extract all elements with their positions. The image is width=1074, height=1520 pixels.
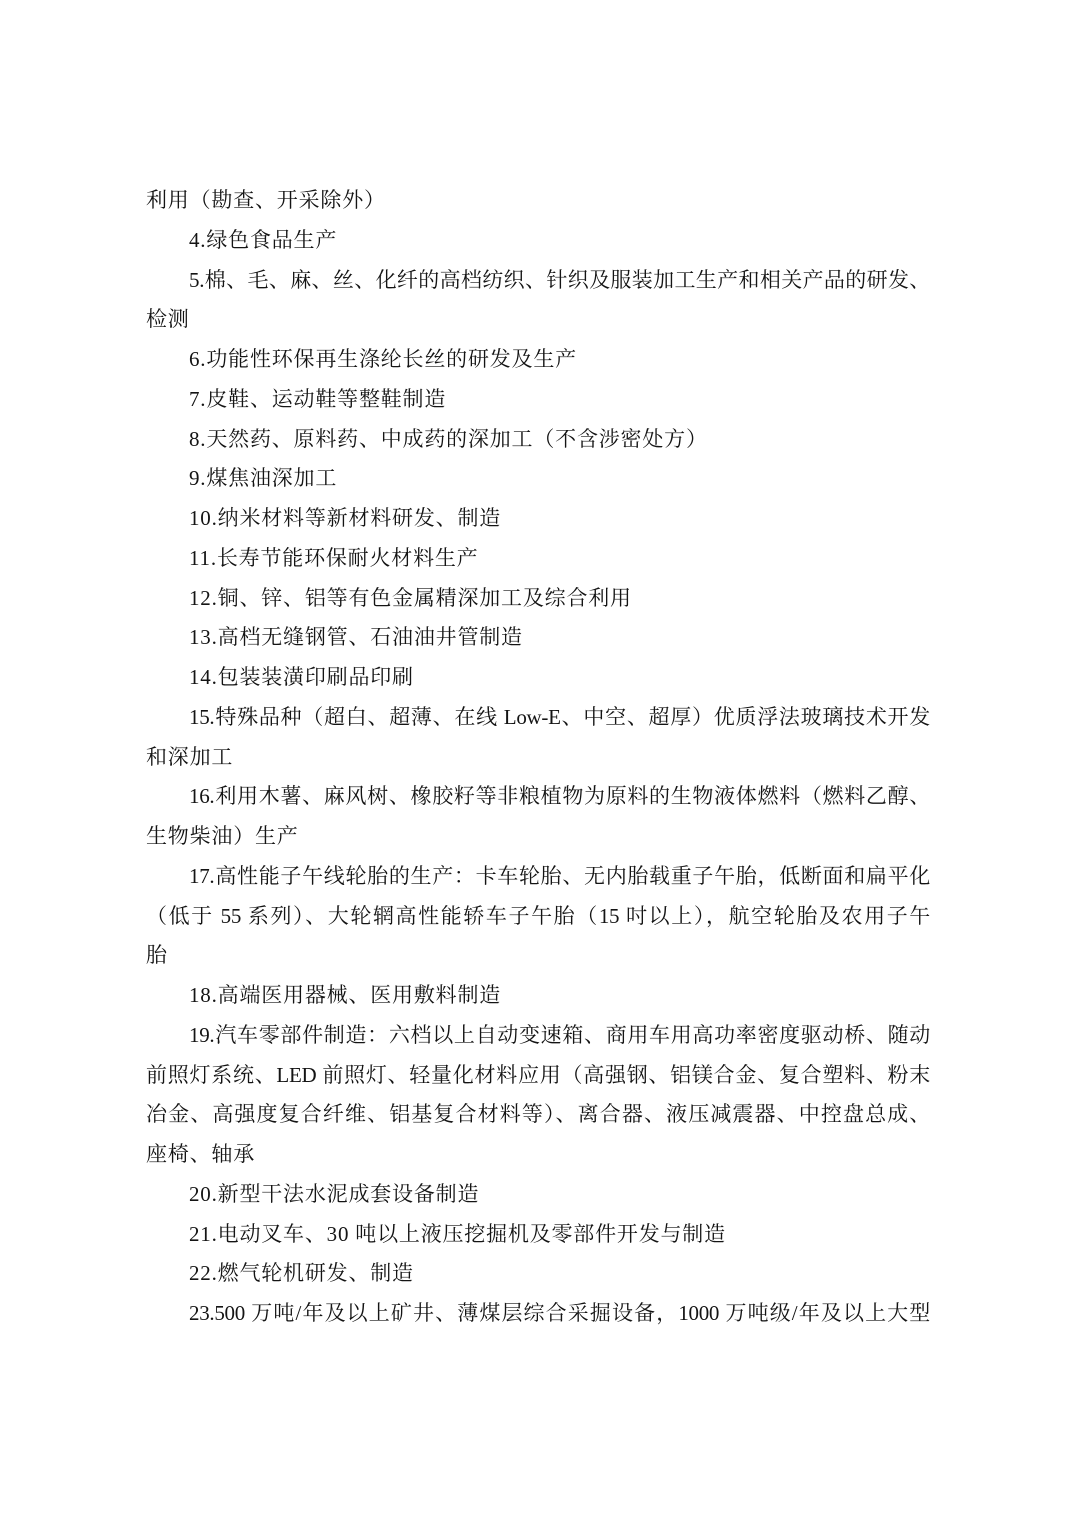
- text-line: 13.高档无缝钢管、石油油井管制造: [189, 625, 523, 650]
- text-line: 前照灯系统、LED 前照灯、轻量化材料应用（高强钢、铝镁合金、复合塑料、粉末: [146, 1062, 930, 1087]
- text-line: 检测: [146, 307, 190, 332]
- text-line: 9.煤焦油深加工: [189, 466, 338, 491]
- text-line: 座椅、轴承: [146, 1142, 255, 1166]
- text-line: 22.燃气轮机研发、制造: [189, 1261, 414, 1286]
- text-line: 8.天然药、原料药、中成药的深加工（不含涉密处方）: [189, 426, 708, 451]
- text-line: 7.皮鞋、运动鞋等整鞋制造: [189, 386, 447, 411]
- text-line: 11.长寿节能环保耐火材料生产: [189, 545, 479, 570]
- text-line: 利用（勘查、开采除外）: [146, 188, 386, 212]
- text-line: 23.500 万吨/年及以上矿井、薄煤层综合采掘设备，1000 万吨级/年及以上大型: [189, 1301, 930, 1325]
- text-line: 6.功能性环保再生涤纶长丝的研发及生产: [189, 347, 577, 371]
- document-body: [146, 181, 930, 1334]
- text-line: 20.新型干法水泥成套设备制造: [189, 1181, 480, 1206]
- text-line: 4.绿色食品生产: [189, 227, 338, 252]
- text-line: （低于 55 系列）、大轮辋高性能轿车子午胎（15 吋以上），航空轮胎及农用子午: [146, 903, 930, 928]
- text-line: 19.汽车零部件制造：六档以上自动变速箱、商用车用高功率密度驱动桥、随动: [189, 1022, 930, 1047]
- text-line: 14.包装装潢印刷品印刷: [189, 665, 414, 689]
- text-line: 10.纳米材料等新材料研发、制造: [189, 506, 502, 530]
- text-line: 15.特殊品种（超白、超薄、在线 Low-E、中空、超厚）优质浮法玻璃技术开发: [189, 704, 930, 729]
- text-line: 17.高性能子午线轮胎的生产：卡车轮胎、无内胎载重子午胎，低断面和扁平化: [189, 863, 930, 888]
- text-line: 生物柴油）生产: [146, 824, 299, 848]
- text-line: 和深加工: [146, 744, 234, 769]
- text-line: 冶金、高强度复合纤维、铝基复合材料等）、离合器、液压减震器、中控盘总成、: [146, 1102, 930, 1127]
- text-line: 21.电动叉车、30 吨以上液压挖掘机及零部件开发与制造: [189, 1221, 726, 1246]
- text-line: 5.棉、毛、麻、丝、化纤的高档纺织、针织及服装加工生产和相关产品的研发、: [189, 267, 930, 292]
- text-line: 18.高端医用器械、医用敷料制造: [189, 983, 502, 1007]
- text-line: 12.铜、锌、铝等有色金属精深加工及综合利用: [189, 585, 632, 610]
- text-line: 胎: [146, 943, 168, 968]
- text-line: 16.利用木薯、麻风树、橡胶籽等非粮植物为原料的生物液体燃料（燃料乙醇、: [189, 784, 930, 809]
